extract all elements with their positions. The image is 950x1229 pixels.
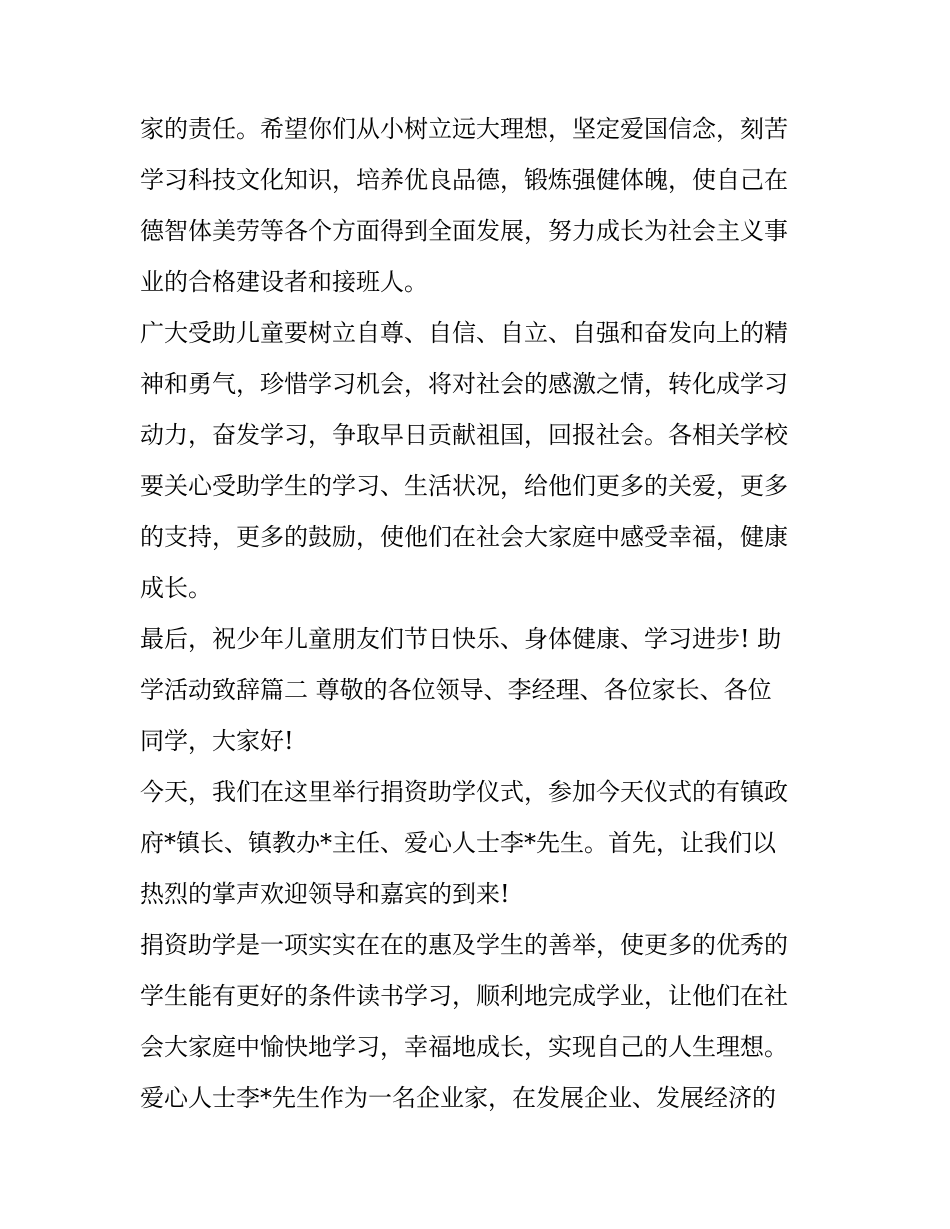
text-line: 会大家庭中愉快地学习，幸福地成长，实现自己的人生理想。 xyxy=(140,1033,788,1061)
text-line: 要关心受助学生的学习、生活状况，给他们更多的关爱，更多 xyxy=(140,472,788,500)
text-line: 业的合格建设者和接班人。 xyxy=(140,268,428,296)
text-line: 最后，祝少年儿童朋友们节日快乐、身体健康、学习进步! 助 xyxy=(140,625,782,653)
text-line: 府*镇长、镇教办*主任、爱心人士李*先生。首先，让我们以 xyxy=(140,829,776,857)
text-line: 学生能有更好的条件读书学习，顺利地完成学业，让他们在社 xyxy=(140,982,788,1010)
text-line: 同学，大家好! xyxy=(140,727,294,755)
text-line: 家的责任。希望你们从小树立远大理想，坚定爱国信念，刻苦 xyxy=(140,115,788,143)
text-line: 广大受助儿童要树立自尊、自信、自立、自强和奋发向上的精 xyxy=(140,319,788,347)
text-line: 热烈的掌声欢迎领导和嘉宾的到来! xyxy=(140,880,510,908)
text-line: 捐资助学是一项实实在在的惠及学生的善举，使更多的优秀的 xyxy=(140,931,788,959)
text-line: 学活动致辞篇二 尊敬的各位领导、李经理、各位家长、各位 xyxy=(140,676,772,704)
text-line: 神和勇气，珍惜学习机会，将对社会的感激之情，转化成学习 xyxy=(140,370,788,398)
text-line: 爱心人士李*先生作为一名企业家，在发展企业、发展经济的 xyxy=(140,1084,776,1112)
text-line: 今天，我们在这里举行捐资助学仪式，参加今天仪式的有镇政 xyxy=(140,778,788,806)
text-line: 的支持，更多的鼓励，使他们在社会大家庭中感受幸福，健康 xyxy=(140,523,788,551)
text-line: 德智体美劳等各个方面得到全面发展，努力成长为社会主义事 xyxy=(140,217,788,245)
text-line: 成长。 xyxy=(140,574,212,602)
document-body xyxy=(140,104,820,1124)
text-line: 动力，奋发学习，争取早日贡献祖国，回报社会。各相关学校 xyxy=(140,421,788,449)
text-line: 学习科技文化知识，培养优良品德，锻炼强健体魄，使自己在 xyxy=(140,166,788,194)
